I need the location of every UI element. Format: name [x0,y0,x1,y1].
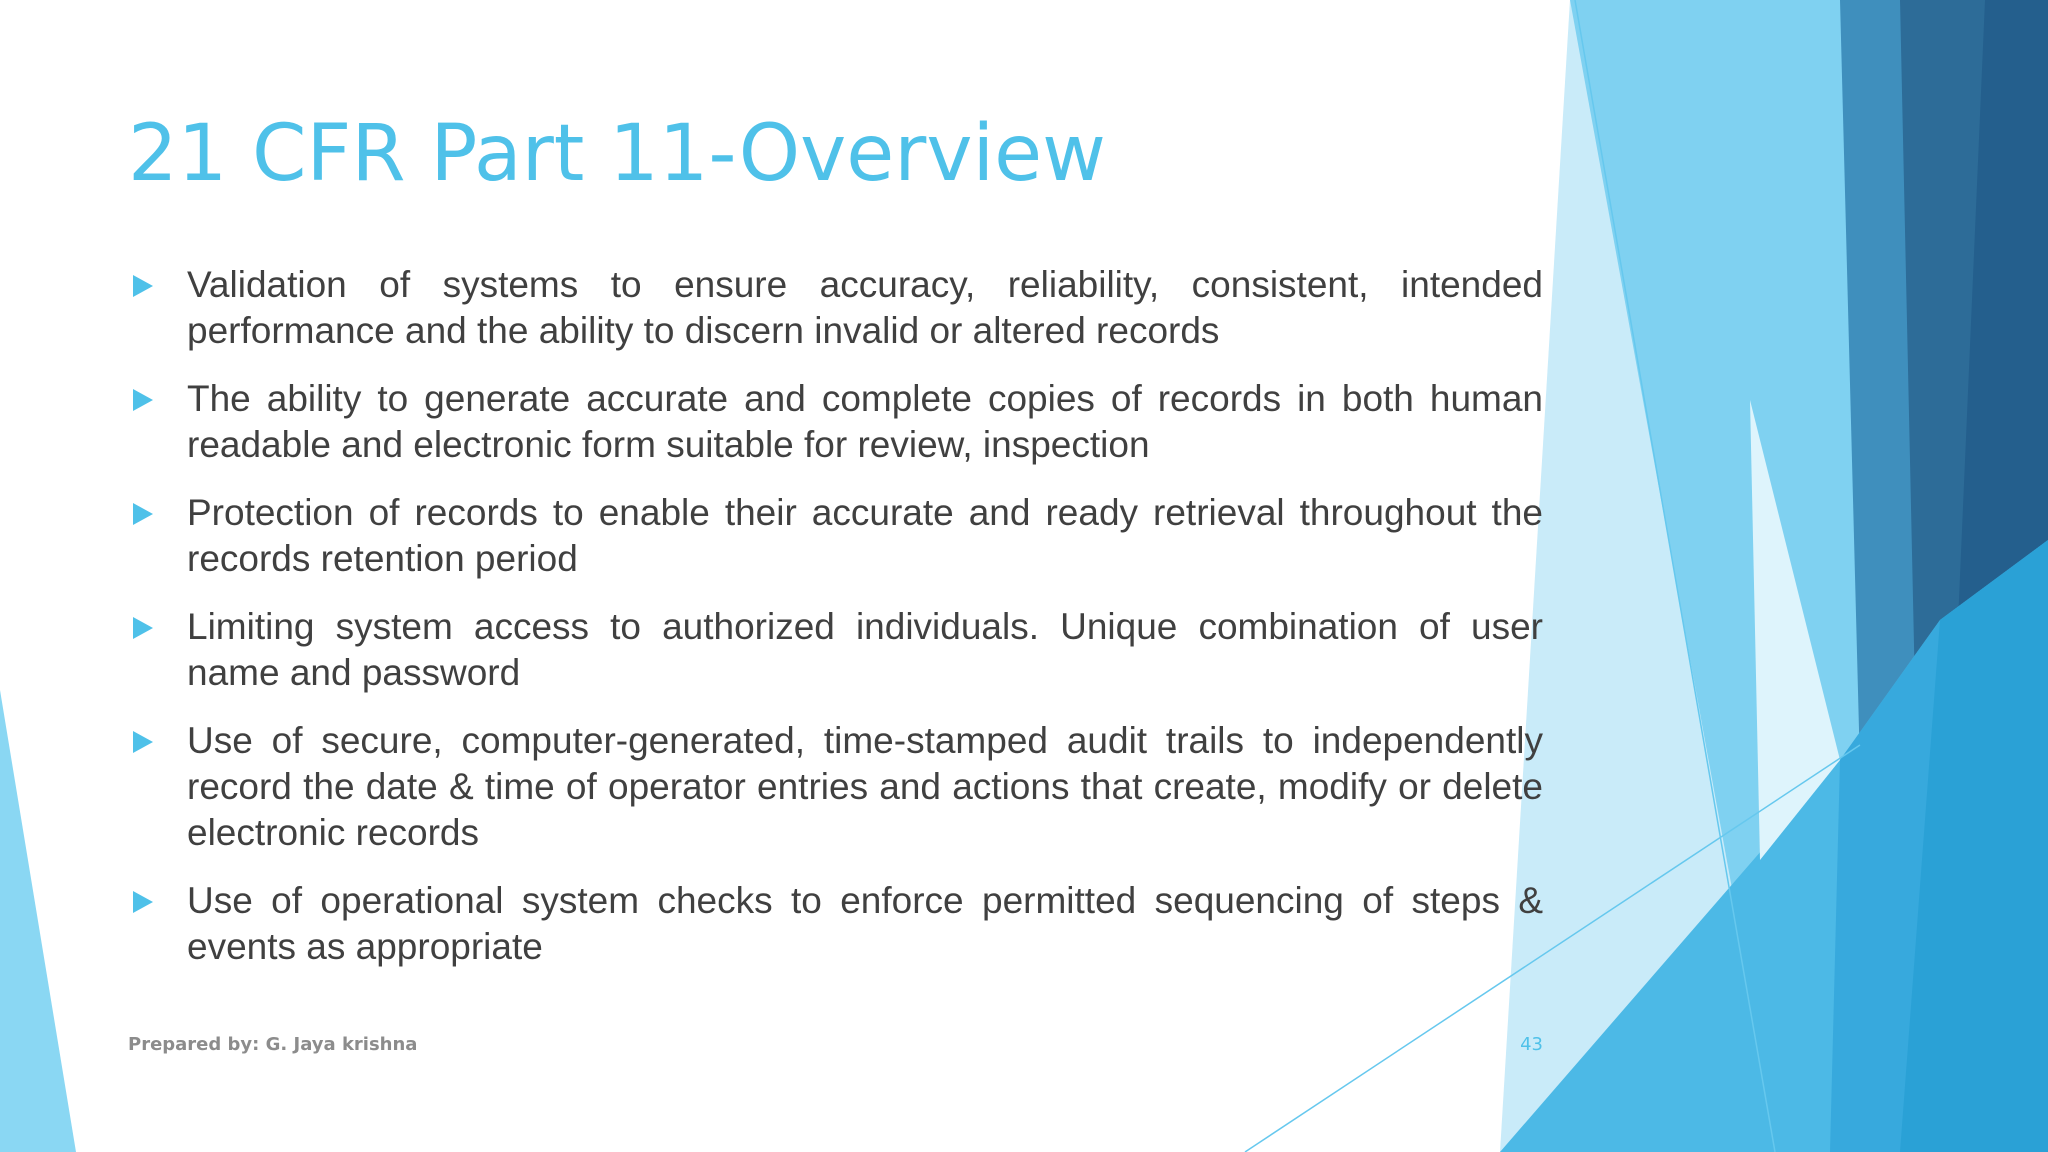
triangle-right-icon [133,389,153,411]
bullet-item [128,262,1543,354]
bullet-item [128,490,1543,582]
triangle-right-icon [133,617,153,639]
bullet-item [128,878,1543,970]
bullet-list [128,262,1543,992]
page-number: 43 [1520,1034,1543,1055]
bullet-item [128,376,1543,468]
triangle-right-icon [133,731,153,753]
triangle-right-icon [133,891,153,913]
bullet-text: Use of operational system checks to enforce permitted sequencing of steps & events as appropriate [187,880,1543,967]
footer-author: Prepared by: G. Jaya krishna [128,1034,418,1055]
bullet-text: Limiting system access to authorized individuals. Unique combination of user name and password [187,606,1543,693]
bullet-item [128,718,1543,856]
bullet-text: Protection of records to enable their accurate and ready retrieval throughout the records retention period [187,492,1543,579]
triangle-right-icon [133,275,153,297]
slide-title: 21 CFR Part 11-Overview [128,109,1106,199]
bullet-item [128,604,1543,696]
bullet-text: Validation of systems to ensure accuracy, reliability, consistent, intended performance and the ability to discern invalid or altered records [187,264,1543,351]
bullet-text: The ability to generate accurate and complete copies of records in both human readable and electronic form suitable for review, inspection [187,378,1543,465]
bullet-text: Use of secure, computer-generated, time-stamped audit trails to independently record the date & time of operator entries and actions that create, modify or delete electronic records [187,720,1543,853]
triangle-right-icon [133,503,153,525]
